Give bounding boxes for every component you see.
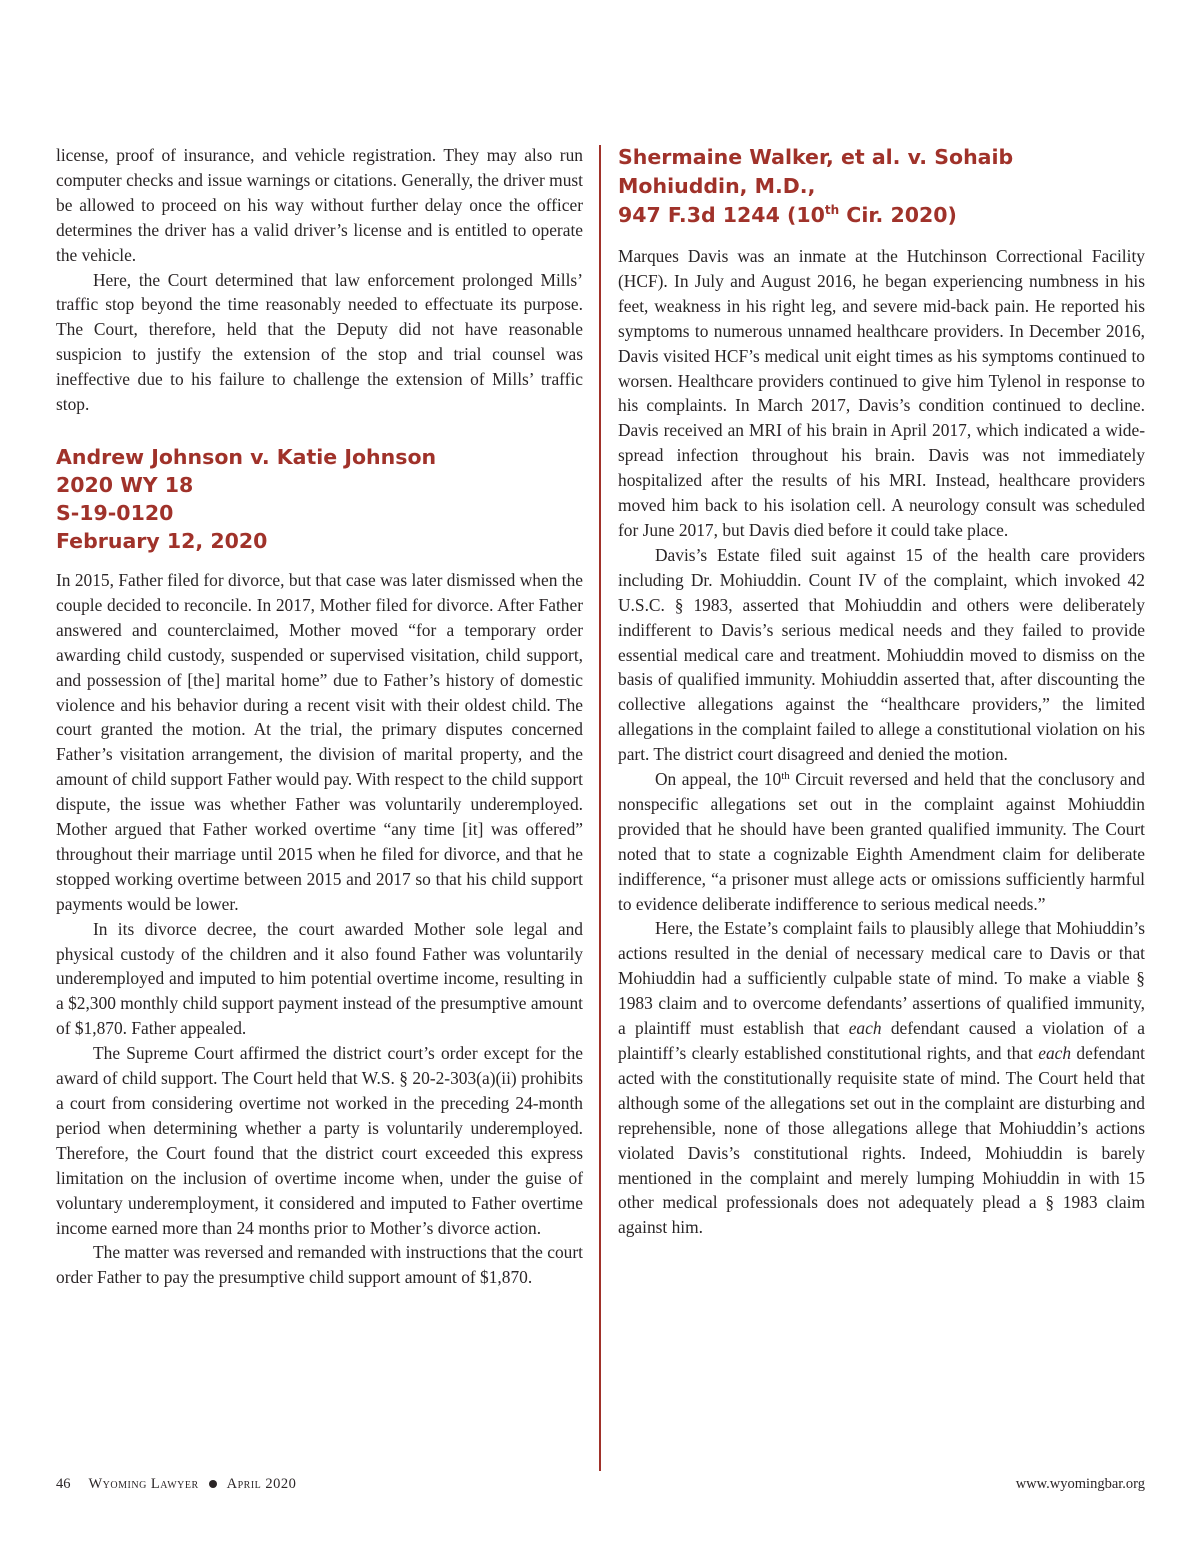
body-paragraph: In its divorce decree, the court awarded Mother sole legal and physical custody of the children and it also found Father was voluntarily underemployed and imputed to him potential overtime income, resulting in a $2,300 monthly child support payment instead of the presumptive amount of $1,870. Father appealed. <box>56 918 583 1039</box>
body-paragraph: The matter was reversed and remanded with instructions that the court order Father to pay the presumptive child support amount of $1,870. <box>56 1242 583 1288</box>
case-title: Andrew Johnson v. Katie Johnson <box>56 444 437 469</box>
right-column <box>618 143 1145 1240</box>
case-docket: S-19-0120 <box>56 500 174 525</box>
column-divider <box>599 145 601 1471</box>
case-citation: 947 F.3d 1244 (10th Cir. 2020) <box>618 203 957 227</box>
issue-date: April 2020 <box>226 1476 297 1492</box>
body-paragraph: On appeal, the 10th Circuit reversed and held that the conclusory and nonspecific allegations set out in the complaint against Mohiuddin provided that he should have been granted qualified immunity. The Court noted that to state a cognizable Eighth Amendment claim for deliberate indifference, “a prisoner must allege acts or omissions sufficiently harmful to evidence deliberate indifference to serious medical needs.” <box>618 769 1145 914</box>
body-paragraph: Davis’s Estate filed suit against 15 of the health care providers including Dr. Mohiuddin. Count IV of the complaint, which invoked 42 U.S.C. § 1983, asserted that Mohiuddin and others were deliberately indifferent to Davis’s serious medical needs and they failed to provide essential medical care and treatment. Mohiuddin moved to dismiss on the basis of qualified immunity. Mohiuddin asserted that, after discounting the collective allegations against the “healthcare providers,” the limited allegations in the complaint failed to allege a constitutional violation on his part. The district court disagreed and denied the motion. <box>618 544 1145 765</box>
footer-left <box>56 1472 296 1496</box>
case-title: Shermaine Walker, et al. v. Sohaib Mohiuddin, M.D., <box>618 145 1014 198</box>
body-paragraph: Here, the Court determined that law enforcement prolonged Mills’ traffic stop beyond the time reasonably needed to effectuate its purpose. The Court, therefore, held that the Deputy did not have reasonable suspicion to justify the extension of the stop and trial counsel was ineffective due to his failure to challenge the extension of Mills’ traffic stop. <box>56 269 583 415</box>
publication-name: Wyoming Lawyer <box>88 1476 199 1492</box>
case-heading-johnson <box>56 443 583 555</box>
case-heading-walker <box>618 143 1145 230</box>
case-date: February 12, 2020 <box>56 528 268 553</box>
page-number: 46 <box>56 1476 71 1492</box>
case-citation: 2020 WY 18 <box>56 472 194 497</box>
body-paragraph: Marques Davis was an inmate at the Hutchinson Correctional Facility (HCF). In July and August 2016, he began experiencing numbness in his feet, weakness in his right leg, and severe mid-back pain. He reported his symptoms to numerous unnamed healthcare providers. In December 2016, Davis visited HCF’s medical unit eight times as his symptoms continued to worsen. Healthcare providers continued to give him Tylenol in response to his complaints. In March 2017, Davis’s condition continued to decline. Davis received an MRI of his brain in April 2017, which indicated a widespread infection throughout his brain. Davis was not immediately hospitalized after the results of his MRI. Instead, healthcare providers moved him back to his isolation cell. A neurology consult was scheduled for June 2017, but Davis died before it could take place. <box>618 246 1145 540</box>
left-column <box>56 143 583 1290</box>
body-paragraph: Here, the Estate’s complaint fails to plausibly allege that Mohiuddin’s actions resulted in the denial of necessary medical care to Davis or that Mohiuddin had a sufficiently culpable state of mind. To make a viable § 1983 claim and to overcome defendants’ assertions of qualified immunity, a plaintiff must establish that each defendant caused a violation of a plaintiff’s clearly established constitutional rights, and that each defendant acted with the constitutionally requisite state of mind. The Court held that although some of the allegations set out in the complaint are disturbing and reprehensible, none of those allegations allege that Mohiuddin’s actions violated Davis’s constitutional rights. Indeed, Mohiuddin is barely mentioned in the complaint and merely lumping Mohiuddin in with 15 other medical professionals does not adequately plead a § 1983 claim against him. <box>618 918 1145 1238</box>
body-paragraph: license, proof of insurance, and vehicle registration. They may also run computer checks and issue warnings or citations. Generally, the driver must be allowed to proceed on his way without further delay once the officer determines the driver has a valid driver’s license and is entitled to operate the vehicle. <box>56 145 583 265</box>
body-paragraph: In 2015, Father filed for divorce, but that case was later dismissed when the couple decided to reconcile. In 2017, Mother filed for divorce. After Father answered and counterclaimed, Mother moved “for a temporary order awarding child custody, suspended or supervised visitation, child support, and possession of [the] marital home” due to Father’s history of domestic violence and his behavior during a recent visit with their oldest child. The court granted the motion. At the trial, the primary disputes concerned Father’s visitation arrangement, the division of marital property, and the amount of child support Father would pay. With respect to the child support dispute, the issue was whether Father was voluntarily underemployed. Mother argued that Father worked overtime “any time [it] was offered” throughout their marriage until 2015 when he filed for divorce, and that he stopped working overtime between 2015 and 2017 so that his child support payments would be lower. <box>56 569 583 914</box>
body-paragraph: The Supreme Court affirmed the district court’s order except for the award of child support. The Court held that W.S. § 20-2-303(a)(ii) prohibits a court from considering overtime not worked in the preceding 24-month period when determining whether a party is voluntarily underemployed. Therefore, the Court found that the district court exceeded this express limitation on the inclusion of overtime income when, under the guise of voluntary underemployment, it considered and imputed to Father overtime income earned more than 24 months prior to Mother’s divorce action. <box>56 1043 583 1238</box>
page-footer <box>56 1472 1145 1496</box>
website-link[interactable]: www.wyomingbar.org <box>1015 1476 1145 1492</box>
bullet-dot-icon <box>209 1480 217 1488</box>
